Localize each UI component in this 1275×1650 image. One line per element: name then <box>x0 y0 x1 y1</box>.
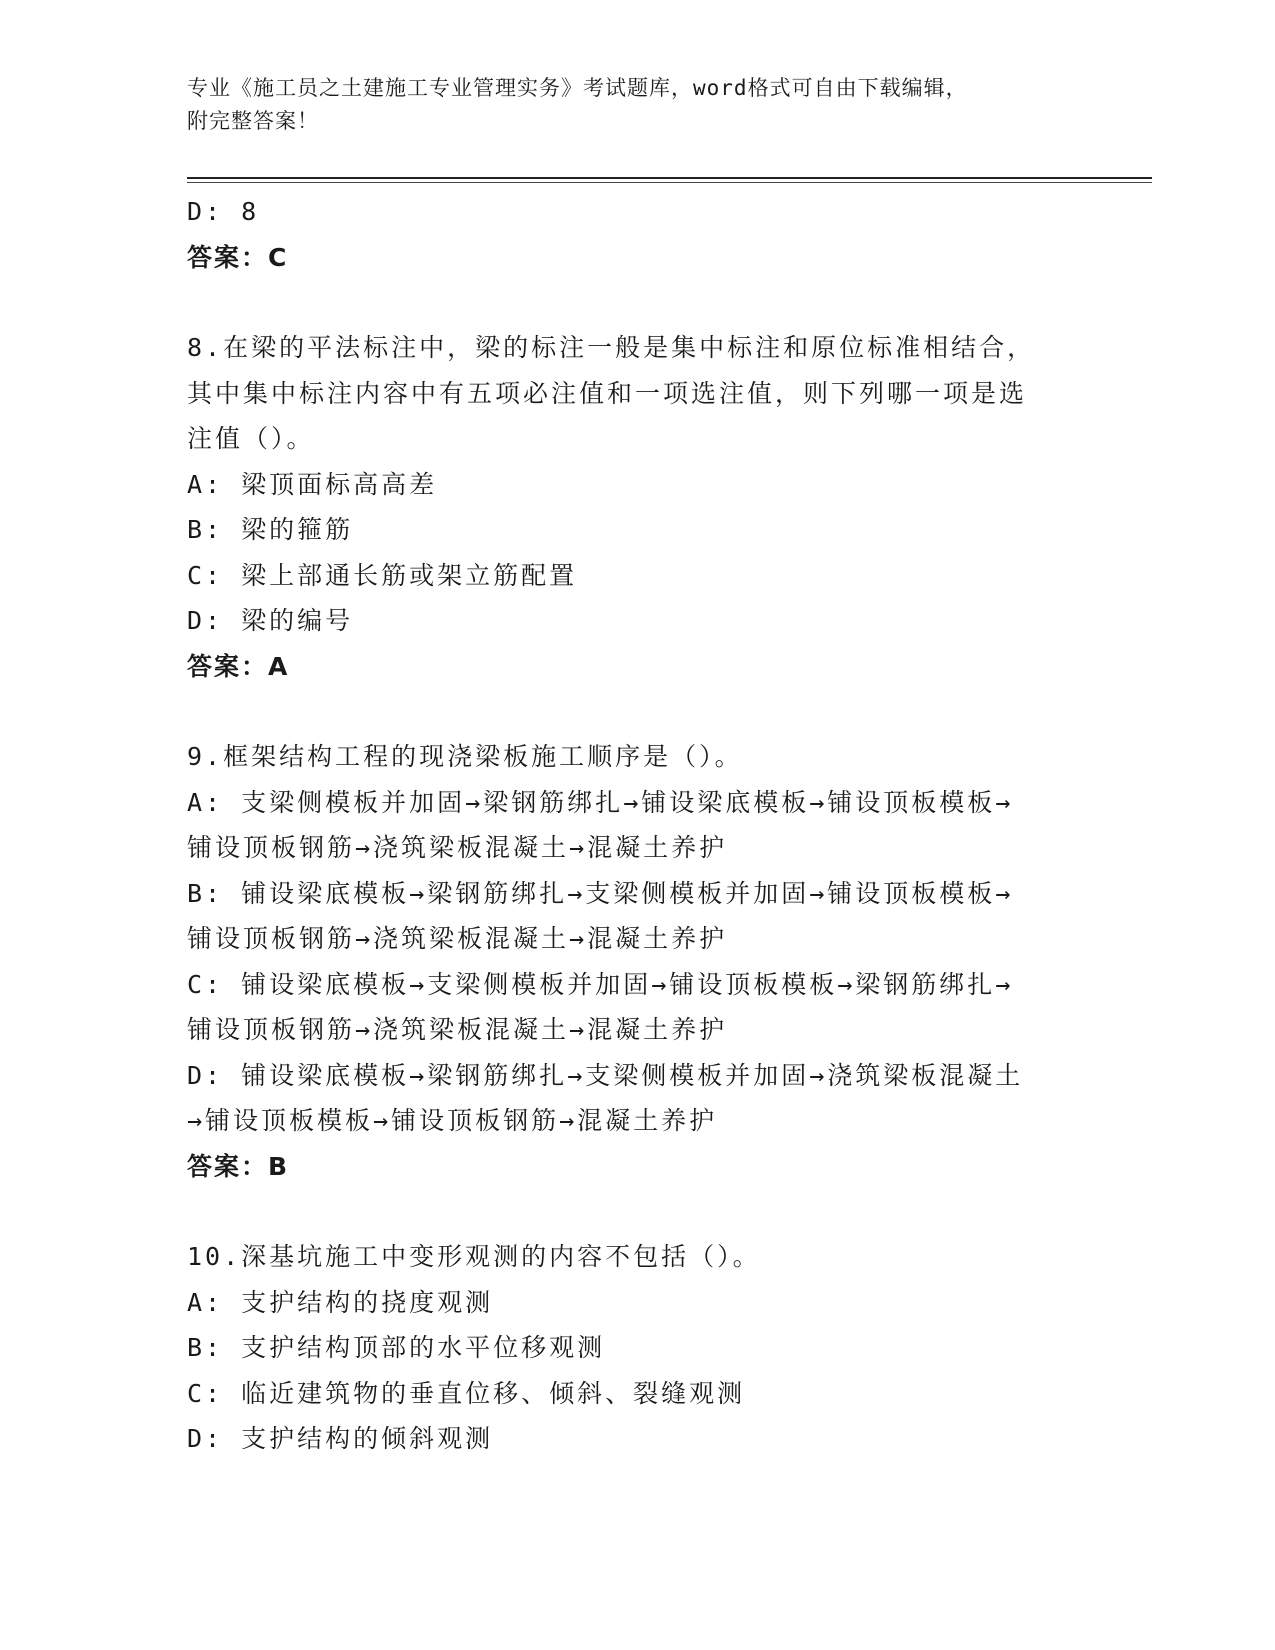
document-header <box>187 72 1087 138</box>
question-8 <box>187 325 1087 689</box>
option-b: B: 铺设梁底模板→梁钢筋绑扎→支梁侧模板并加固→铺设顶板模板→ <box>187 878 1014 908</box>
question-10 <box>187 1234 1087 1462</box>
spacer <box>187 280 1087 325</box>
option-c: C: 梁上部通长筋或架立筋配置 <box>187 560 578 590</box>
prev-question-tail <box>187 189 1087 280</box>
answer-line: 答案：B <box>187 1151 290 1181</box>
header-rule-thick <box>187 177 1152 179</box>
header-line-2: 附完整答案！ <box>187 109 319 133</box>
question-content <box>187 189 1087 1462</box>
question-stem-line: 其中集中标注内容中有五项必注值和一项选注值，则下列哪一项是选 <box>187 378 1028 408</box>
question-stem-line: 注值（）。 <box>187 424 315 453</box>
option-b: B: 梁的箍筋 <box>187 515 354 544</box>
option-b: B: 支护结构顶部的水平位移观测 <box>187 1333 606 1362</box>
option-c: C: 铺设梁底模板→支梁侧模板并加固→铺设顶板模板→梁钢筋绑扎→ <box>187 969 1014 999</box>
answer-line: 答案：C <box>187 242 289 272</box>
question-stem-line: 8.在梁的平法标注中，梁的标注一般是集中标注和原位标准相结合， <box>187 333 1036 362</box>
option-a: A: 梁顶面标高高差 <box>187 469 438 499</box>
option-a-continued: 铺设顶板钢筋→浇筑梁板混凝土→混凝土养护 <box>187 833 728 862</box>
option-b-continued: 铺设顶板钢筋→浇筑梁板混凝土→混凝土养护 <box>187 924 728 953</box>
question-stem: 9.框架结构工程的现浇梁板施工顺序是（）。 <box>187 742 743 771</box>
option-d: D: 8 <box>187 197 260 226</box>
option-d: D: 梁的编号 <box>187 606 354 635</box>
option-a: A: 支护结构的挠度观测 <box>187 1287 494 1317</box>
header-line-1: 专业《施工员之土建施工专业管理实务》考试题库，word格式可自由下载编辑， <box>187 76 968 100</box>
answer-line: 答案：A <box>187 651 290 681</box>
header-rule-thin <box>187 182 1152 183</box>
spacer <box>187 1189 1087 1234</box>
option-d: D: 铺设梁底模板→梁钢筋绑扎→支梁侧模板并加固→浇筑梁板混凝土 <box>187 1060 1024 1090</box>
option-d: D: 支护结构的倾斜观测 <box>187 1424 494 1453</box>
question-9 <box>187 734 1087 1189</box>
option-c-continued: 铺设顶板钢筋→浇筑梁板混凝土→混凝土养护 <box>187 1015 728 1044</box>
question-stem: 10.深基坑施工中变形观测的内容不包括（）。 <box>187 1242 761 1271</box>
option-c: C: 临近建筑物的垂直位移、倾斜、裂缝观测 <box>187 1378 746 1408</box>
spacer <box>187 689 1087 734</box>
option-a: A: 支梁侧模板并加固→梁钢筋绑扎→铺设梁底模板→铺设顶板模板→ <box>187 787 1014 817</box>
option-d-continued: →铺设顶板模板→铺设顶板钢筋→混凝土养护 <box>187 1106 718 1135</box>
